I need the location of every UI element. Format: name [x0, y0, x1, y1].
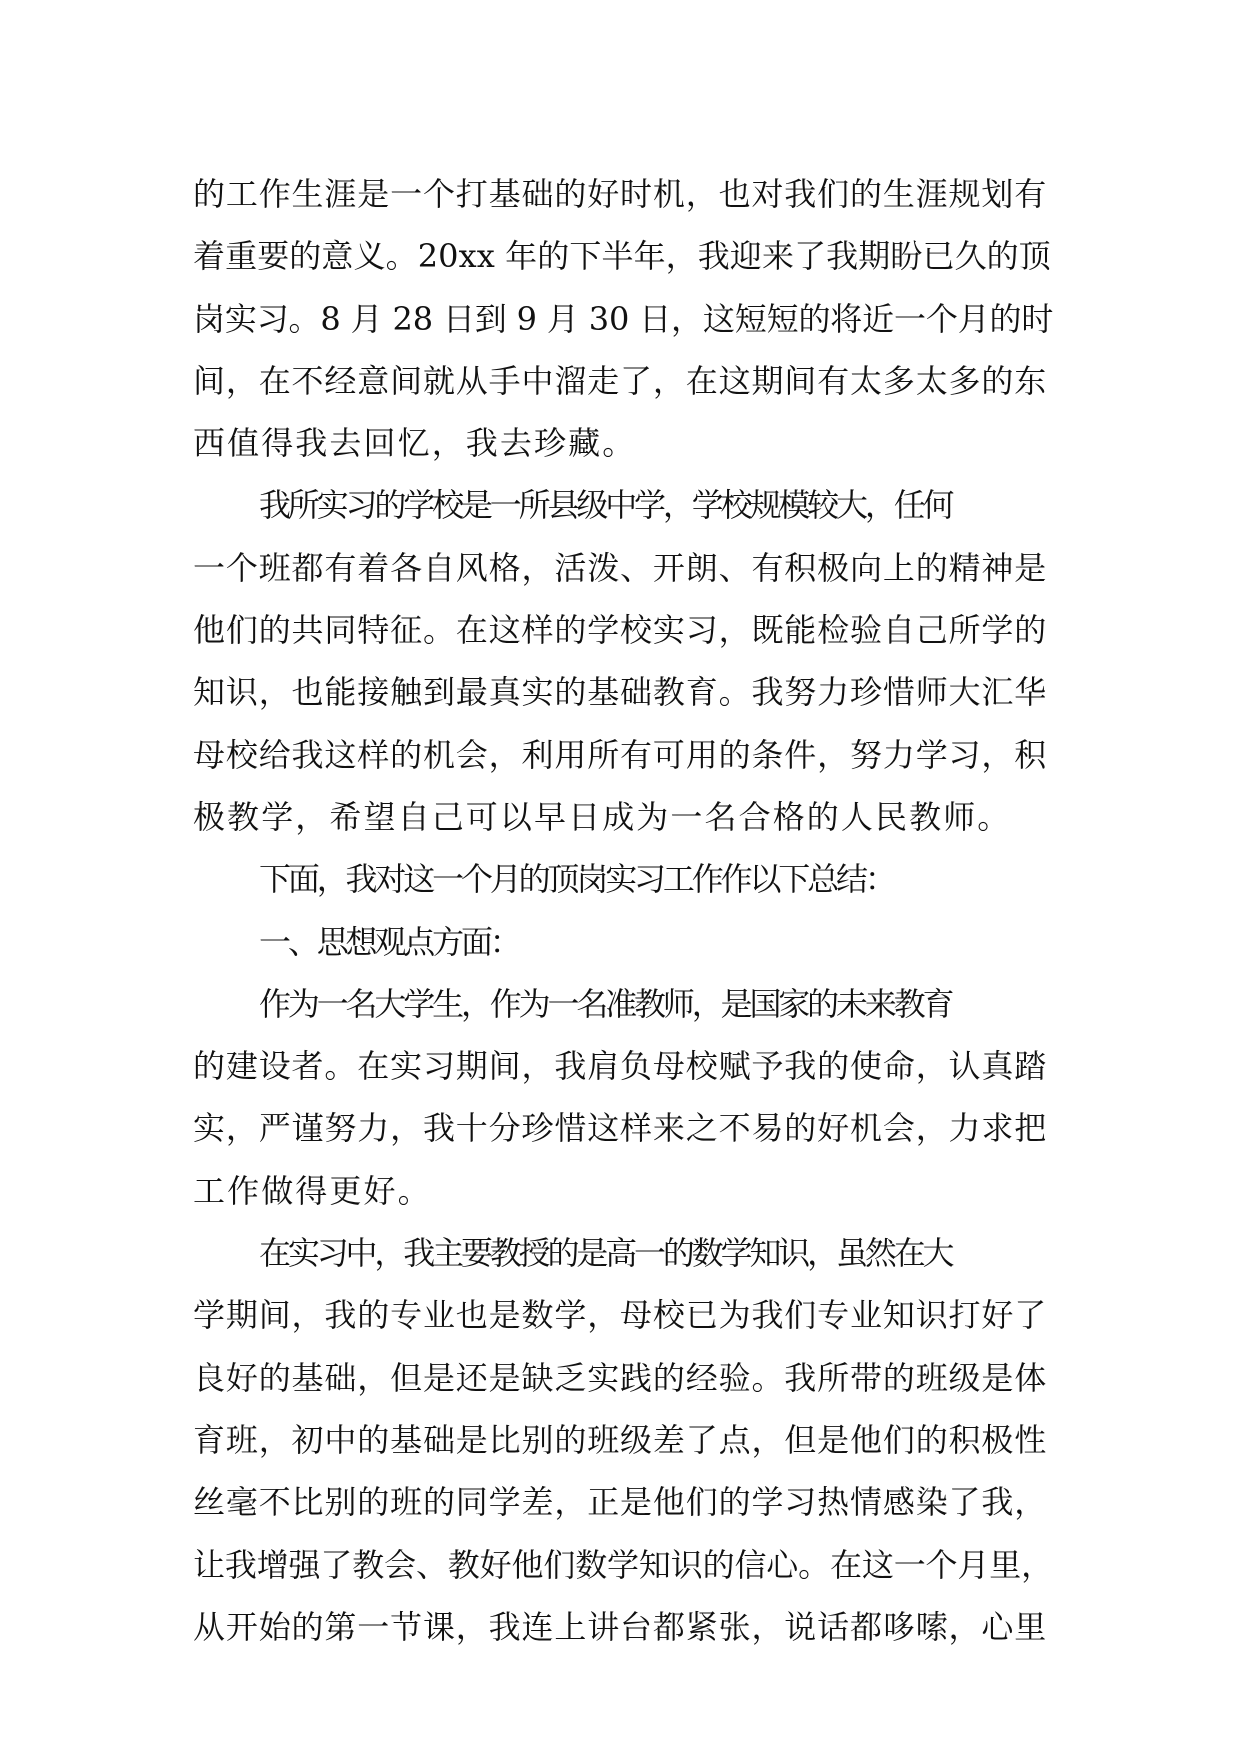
text-line: 让我增强了教会、教好他们数学知识的信心。在这一个月里，	[193, 1545, 1053, 1584]
text-line: 他们的共同特征。在这样的学校实习，既能检验自己所学的	[193, 611, 1048, 650]
text-line: 丝毫不比别的班的同学差，正是他们的学习热情感染了我，	[193, 1483, 1048, 1522]
text-line: 作为一名大学生，作为一名准教师，是国家的未来教育	[259, 984, 952, 1023]
text-line: 育班，初中的基础是比别的班级差了点，但是他们的积极性	[193, 1420, 1048, 1459]
text-line: 的建设者。在实习期间，我肩负母校赋予我的使命，认真踏	[193, 1047, 1048, 1086]
text-line: 知识，也能接触到最真实的基础教育。我努力珍惜师大汇华	[193, 673, 1048, 712]
text-line: 一个班都有着各自风格，活泼、开朗、有积极向上的精神是	[193, 548, 1048, 587]
text-line: 实，严谨努力，我十分珍惜这样来之不易的好机会，力求把	[193, 1109, 1048, 1148]
text-line: 在实习中，我主要教授的是高一的数学知识，虽然在大	[259, 1234, 952, 1273]
text-line: 岗实习。8 月 28 日到 9 月 30 日，这短短的将近一个月的时	[193, 299, 1054, 338]
text-line: 母校给我这样的机会，利用所有可用的条件，努力学习，积	[193, 735, 1048, 774]
text-line: 着重要的意义。20xx 年的下半年，我迎来了我期盼已久的顶	[193, 237, 1051, 276]
text-line: 西值得我去回忆，我去珍藏。	[193, 424, 637, 463]
text-line: 学期间，我的专业也是数学，母校已为我们专业知识打好了	[193, 1296, 1048, 1335]
text-line: 间，在不经意间就从手中溜走了，在这期间有太多太多的东	[193, 361, 1048, 400]
text-line: 工作做得更好。	[193, 1171, 432, 1210]
text-line: 下面，我对这一个月的顶岗实习工作作以下总结：	[259, 860, 894, 899]
text-line: 我所实习的学校是一所县级中学，学校规模较大，任何	[259, 486, 952, 525]
text-line: 一、思想观点方面：	[259, 922, 519, 961]
text-line: 极教学，希望自己可以早日成为一名合格的人民教师。	[193, 797, 1012, 836]
document-body	[193, 163, 1053, 1658]
text-line: 从开始的第一节课，我连上讲台都紧张，说话都哆嗦，心里	[193, 1607, 1048, 1646]
text-line: 良好的基础，但是还是缺乏实践的经验。我所带的班级是体	[193, 1358, 1048, 1397]
text-line: 的工作生涯是一个打基础的好时机，也对我们的生涯规划有	[193, 175, 1048, 213]
